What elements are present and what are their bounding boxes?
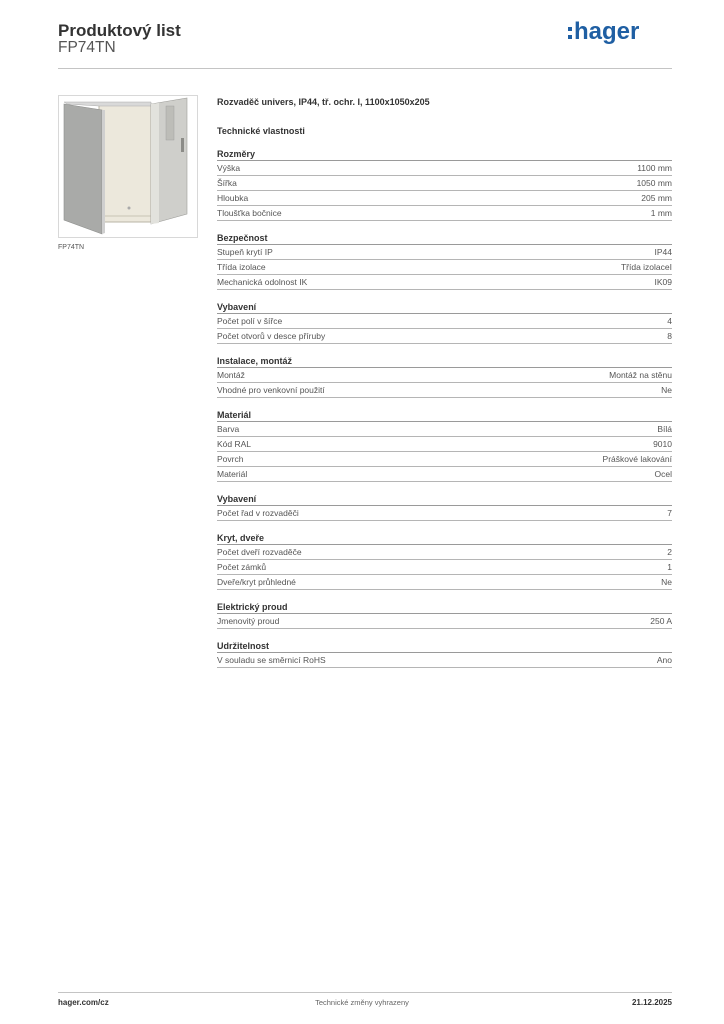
spec-row bbox=[217, 314, 672, 329]
spec-row bbox=[217, 467, 672, 482]
spec-value: 1 bbox=[667, 562, 672, 572]
spec-row bbox=[217, 329, 672, 344]
spec-row bbox=[217, 545, 672, 560]
footer-website: hager.com/cz bbox=[58, 998, 109, 1007]
spec-label: Výška bbox=[217, 163, 241, 173]
spec-label: Jmenovitý proud bbox=[217, 616, 280, 626]
spec-row bbox=[217, 452, 672, 467]
spec-label: Kód RAL bbox=[217, 439, 252, 449]
spec-label: Třída izolace bbox=[217, 262, 266, 272]
spec-row bbox=[217, 245, 672, 260]
spec-label: V souladu se směrnicí RoHS bbox=[217, 655, 326, 665]
enclosure-illustration bbox=[59, 96, 197, 237]
spec-content bbox=[217, 95, 672, 668]
spec-label: Šířka bbox=[217, 178, 237, 188]
product-description: Rozvaděč univers, IP44, tř. ochr. I, 1100x1050x205 bbox=[217, 97, 430, 107]
spec-value: IK09 bbox=[654, 277, 672, 287]
spec-value: Ano bbox=[656, 655, 672, 665]
section-title: Elektrický proud bbox=[217, 601, 672, 614]
hager-logo bbox=[567, 17, 655, 47]
spec-row bbox=[217, 176, 672, 191]
spec-row bbox=[217, 614, 672, 629]
spec-row bbox=[217, 506, 672, 521]
spec-label: Počet řad v rozvaděči bbox=[217, 508, 299, 518]
spec-value: Bílá bbox=[657, 424, 672, 434]
spec-label: Materiál bbox=[217, 469, 248, 479]
spec-label: Počet polí v šířce bbox=[217, 316, 283, 326]
spec-row bbox=[217, 206, 672, 221]
section-title: Vybavení bbox=[217, 493, 672, 506]
section-title: Udržitelnost bbox=[217, 640, 672, 653]
spec-label: Tloušťka bočnice bbox=[217, 208, 282, 218]
header-divider bbox=[58, 68, 672, 69]
spec-section bbox=[217, 532, 672, 590]
spec-value: 2 bbox=[667, 547, 672, 557]
spec-value: Ne bbox=[661, 385, 672, 395]
spec-label: Počet dveří rozvaděče bbox=[217, 547, 302, 557]
spec-label: Stupeň krytí IP bbox=[217, 247, 273, 257]
section-title: Vybavení bbox=[217, 301, 672, 314]
footer-date: 21.12.2025 bbox=[631, 998, 672, 1007]
document-title: Produktový list bbox=[58, 21, 181, 40]
spec-row bbox=[217, 191, 672, 206]
spec-value: IP44 bbox=[654, 247, 672, 257]
spec-value: 1100 mm bbox=[637, 163, 672, 173]
spec-value: 9010 bbox=[653, 439, 672, 449]
spec-label: Povrch bbox=[217, 454, 244, 464]
section-title: Materiál bbox=[217, 409, 672, 422]
spec-section bbox=[217, 601, 672, 629]
spec-row bbox=[217, 653, 672, 668]
spec-value: 1050 mm bbox=[636, 178, 672, 188]
spec-row bbox=[217, 260, 672, 275]
spec-sections bbox=[217, 148, 672, 668]
spec-section bbox=[217, 493, 672, 521]
spec-label: Montáž bbox=[217, 370, 245, 380]
product-image bbox=[58, 95, 198, 238]
spec-label: Mechanická odolnost IK bbox=[217, 277, 308, 287]
spec-section bbox=[217, 355, 672, 398]
spec-value: Třída izolaceI bbox=[620, 262, 672, 272]
spec-section bbox=[217, 301, 672, 344]
spec-row bbox=[217, 422, 672, 437]
spec-label: Hloubka bbox=[217, 193, 249, 203]
footer-notice: Technické změny vyhrazeny bbox=[315, 998, 409, 1007]
spec-label: Dveře/kryt průhledné bbox=[217, 577, 296, 587]
spec-value: Ocel bbox=[654, 469, 672, 479]
section-title: Rozměry bbox=[217, 148, 672, 161]
spec-value: 250 A bbox=[650, 616, 672, 626]
section-title: Kryt, dveře bbox=[217, 532, 672, 545]
spec-value: 1 mm bbox=[650, 208, 672, 218]
spec-label: Počet zámků bbox=[217, 562, 267, 572]
spec-row bbox=[217, 368, 672, 383]
section-title: Bezpečnost bbox=[217, 232, 672, 245]
spec-section bbox=[217, 409, 672, 482]
logo-text: hager bbox=[574, 18, 640, 45]
spec-row bbox=[217, 560, 672, 575]
spec-value: Práškové lakování bbox=[602, 454, 672, 464]
spec-value: Montáž na stěnu bbox=[609, 370, 672, 380]
spec-value: 4 bbox=[667, 316, 672, 326]
spec-row bbox=[217, 383, 672, 398]
image-caption: FP74TN bbox=[58, 244, 85, 251]
spec-section bbox=[217, 232, 672, 290]
spec-section bbox=[217, 640, 672, 668]
spec-label: Barva bbox=[217, 424, 240, 434]
spec-value: 205 mm bbox=[641, 193, 672, 203]
spec-row bbox=[217, 575, 672, 590]
spec-section bbox=[217, 148, 672, 221]
spec-value: Ne bbox=[661, 577, 672, 587]
tech-heading: Technické vlastnosti bbox=[217, 126, 305, 136]
spec-row bbox=[217, 275, 672, 290]
spec-value: 8 bbox=[667, 331, 672, 341]
spec-row bbox=[217, 161, 672, 176]
spec-value: 7 bbox=[667, 508, 672, 518]
spec-row bbox=[217, 437, 672, 452]
spec-label: Vhodné pro venkovní použití bbox=[217, 385, 325, 395]
section-title: Instalace, montáž bbox=[217, 355, 672, 368]
footer-divider bbox=[58, 992, 672, 993]
spec-label: Počet otvorů v desce příruby bbox=[217, 331, 326, 341]
product-code: FP74TN bbox=[58, 39, 116, 56]
